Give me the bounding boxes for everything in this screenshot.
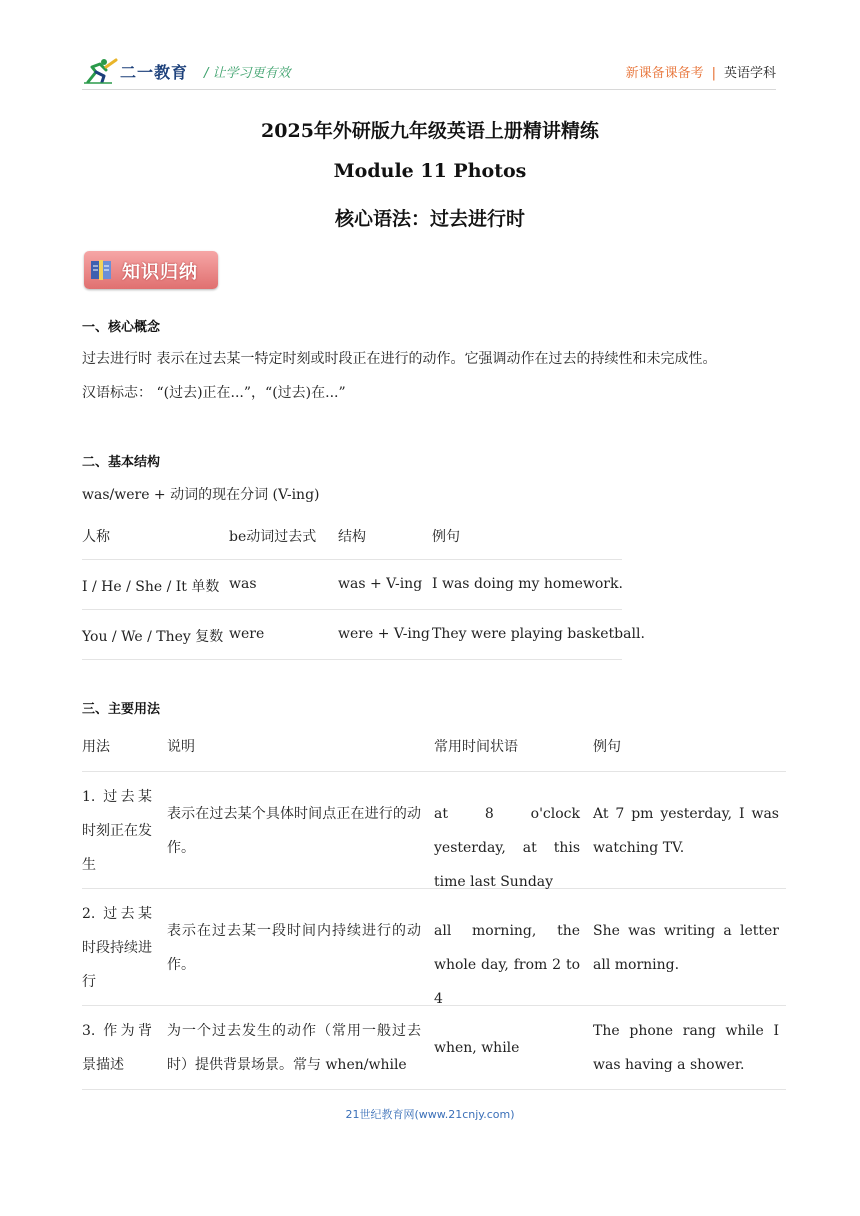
table-header-cell: 人称 [82,529,110,545]
table-cell: 为一个过去发生的动作（常用一般过去时）提供背景场景。常与 when/while [167,1023,421,1073]
table-header-cell: 结构 [338,529,366,545]
running-man-icon [82,58,118,84]
table-cell: when, while [434,1040,520,1056]
page-header [82,56,776,88]
topic-title: 核心语法：过去进行时 [334,208,525,230]
header-tag-subject: 英语学科 [723,66,776,81]
table-cell: 表示在过去某个具体时间点正在进行的动作。 [167,806,421,856]
table-cell: 1. 过去某时刻正在发生 [82,789,152,873]
table-cell: The phone rang while I was having a shower. [593,1023,779,1073]
header-divider [82,89,776,90]
module-title: Module 11 Photos [333,160,527,182]
table-row [82,889,786,1006]
knowledge-badge [84,251,218,289]
table-cell: I / He / She / It 单数 [82,579,220,595]
section1-definition: 过去进行时 表示在过去某一特定时刻或时段正在进行的动作。它强调动作在过去的持续性和未完成性。 [82,351,717,367]
table-header-row [82,722,786,772]
header-subject [626,62,776,81]
logo [82,58,188,84]
header-tag-course: 新课备课备考 [625,66,704,81]
slogan: / 让学习更有效 [204,66,291,81]
section1-heading: 一、核心概念 [82,320,161,335]
table-row [82,610,645,660]
table-header-cell: 例句 [593,739,621,755]
table-cell: You / We / They 复数 [82,629,224,645]
book-icon [90,258,112,282]
table-cell: was [229,576,257,592]
table-header-cell: 用法 [82,739,110,755]
table-cell: was + V-ing [338,576,423,592]
table-cell: They were playing basketball. [432,626,645,642]
logo-text: 二一教育 [120,62,189,82]
usage-table [82,722,786,1090]
table-row [82,772,786,889]
table-row [82,1006,786,1090]
table-cell: at 8 o'clock yesterday, at this time last Sunday [434,806,580,890]
table-header-cell: 例句 [432,529,460,545]
table-cell: 表示在过去某一段时间内持续进行的动作。 [167,923,421,973]
table-cell: all morning, the whole day, from 2 to 4 [434,923,580,1007]
table-header-cell: 常用时间状语 [434,739,518,755]
badge-label: 知识归纳 [122,262,198,283]
header-separator: | [711,66,716,81]
table-cell: were + V-ing [338,626,430,642]
table-cell: 2. 过去某时段持续进行 [82,906,152,990]
table-cell: She was writing a letter all morning. [593,923,779,973]
section3-heading: 三、主要用法 [82,702,161,717]
page-footer: 21世纪教育网(www.21cnjy.com) [345,1108,515,1121]
table-header-row [82,510,622,560]
section1-chinese-markers: 汉语标志： “(过去)正在...”，“(过去)在...” [82,385,346,401]
table-cell: At 7 pm yesterday, I was watching TV. [593,806,779,856]
table-header-cell: 说明 [167,739,195,755]
document-title: 2025年外研版九年级英语上册精讲精练 [261,120,599,142]
table-header-cell: be动词过去式 [229,529,317,545]
section2-formula: was/were + 动词的现在分词 (V-ing) [82,487,320,503]
section2-heading: 二、基本结构 [82,455,161,470]
structure-table [82,510,645,660]
table-row [82,560,622,610]
table-cell: I was doing my homework. [432,576,623,592]
table-cell: were [229,626,265,642]
table-cell: 3. 作为背景描述 [82,1023,152,1073]
